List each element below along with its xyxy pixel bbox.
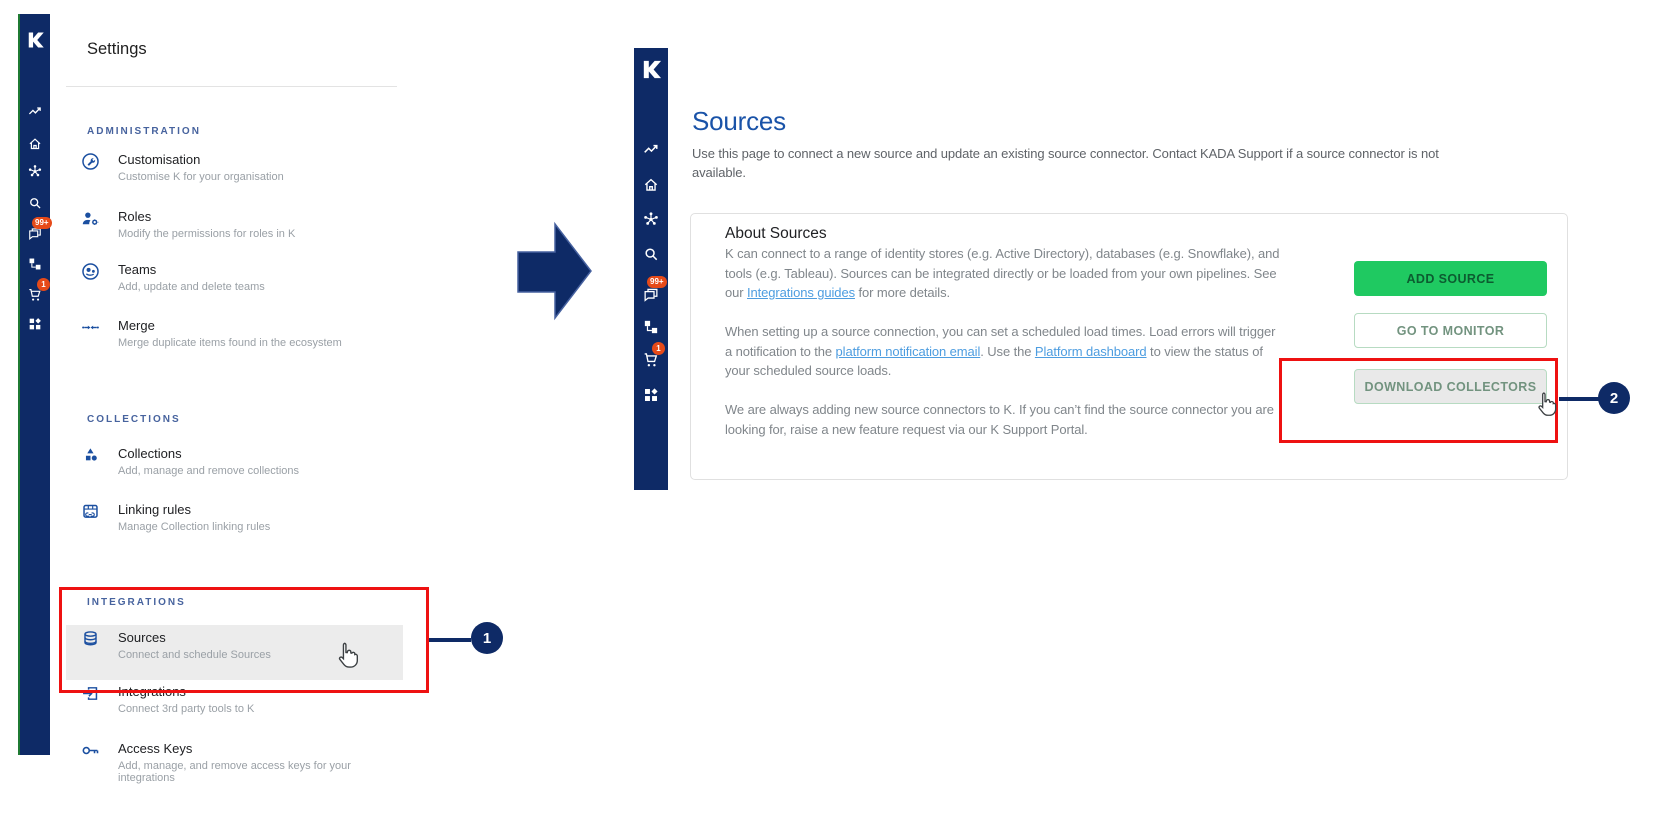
platform-notification-email-link[interactable]: platform notification email — [835, 343, 981, 359]
paragraph-text: to view the status of your scheduled source loads. — [725, 343, 1263, 378]
settings-item-roles[interactable] — [66, 208, 403, 252]
chat-badge: 99+ — [32, 217, 52, 229]
item-subtitle: Manage Collection linking rules — [118, 521, 271, 533]
settings-item-linking-rules[interactable] — [66, 501, 403, 545]
linked-box-icon — [80, 501, 102, 523]
wrench-circle-icon — [80, 151, 102, 173]
settings-page-title: Settings — [87, 40, 147, 58]
paragraph-text: K can connect to a range of identity stores (e.g. Active Directory), databases (e.g. Snowflake), and tools (e.g. Tableau). Sources can be integrated directly or be loaded from your own pipelines. See our — [725, 246, 1280, 300]
annotation-box-1 — [59, 587, 429, 693]
item-title: Access Keys — [118, 741, 193, 756]
annotation-line-1 — [429, 638, 471, 642]
item-title: Linking rules — [118, 502, 191, 517]
item-title: Integrations — [118, 684, 186, 699]
sources-page-title: Sources — [692, 106, 786, 136]
settings-item-merge[interactable] — [66, 317, 403, 361]
hierarchy-icon[interactable] — [27, 256, 43, 272]
section-label-integrations: INTEGRATIONS — [87, 597, 186, 608]
about-sources-heading: About Sources — [725, 225, 827, 242]
home-icon[interactable] — [27, 136, 43, 152]
platform-dashboard-link[interactable]: Platform dashboard — [1034, 343, 1147, 359]
annotation-box-2 — [1279, 358, 1558, 443]
item-subtitle: Add, update and delete teams — [118, 281, 265, 293]
person-gear-icon — [80, 208, 102, 230]
item-title: Customisation — [118, 152, 201, 167]
download-collectors-button[interactable]: DOWNLOAD COLLECTORS — [1354, 369, 1547, 404]
hierarchy-icon[interactable] — [642, 318, 660, 336]
right-sidebar — [634, 48, 668, 490]
key-icon — [80, 740, 102, 762]
item-subtitle: Merge duplicate items found in the ecosystem — [118, 337, 342, 349]
item-subtitle: Modify the permissions for roles in K — [118, 228, 296, 240]
people-circle-icon — [80, 261, 102, 283]
merge-arrows-icon — [80, 317, 102, 339]
settings-item-access-keys[interactable] — [66, 740, 403, 784]
cluster-icon[interactable] — [27, 163, 44, 180]
search-icon[interactable] — [27, 195, 43, 211]
hand-cursor-icon — [1532, 390, 1560, 418]
item-title: Merge — [118, 318, 155, 333]
item-subtitle: Add, manage and remove collections — [118, 465, 299, 477]
paragraph-text: When setting up a source connection, you can set a scheduled load times. Load errors will trigger a notification to the — [725, 324, 1276, 359]
trending-up-icon[interactable] — [27, 103, 43, 119]
about-paragraph-2 — [725, 322, 1285, 381]
trending-up-icon[interactable] — [642, 140, 660, 158]
item-subtitle: Connect and schedule Sources — [118, 649, 271, 661]
k-logo-icon — [25, 30, 45, 50]
annotation-line-2 — [1559, 397, 1599, 401]
apps-grid-icon[interactable] — [642, 386, 660, 404]
apps-grid-icon[interactable] — [27, 316, 43, 332]
about-paragraph-3: We are always adding new source connectors to K. If you can’t find the source connector you are looking for, raise a new feature request via our K Support Portal. — [725, 402, 1274, 437]
settings-item-teams[interactable] — [66, 261, 403, 305]
hand-cursor-icon — [332, 640, 362, 670]
k-logo-icon — [640, 58, 663, 81]
item-subtitle: Customise K for your organisation — [118, 171, 284, 183]
go-to-monitor-button[interactable]: GO TO MONITOR — [1354, 313, 1547, 348]
section-label-administration: ADMINISTRATION — [87, 126, 201, 137]
flow-arrow-icon — [512, 220, 594, 322]
home-icon[interactable] — [642, 176, 660, 194]
left-sidebar — [18, 14, 50, 755]
paragraph-text: for more details. — [854, 285, 950, 300]
step-badge-2: 2 — [1598, 382, 1630, 414]
chat-badge: 99+ — [647, 276, 667, 288]
settings-item-collections[interactable] — [66, 445, 403, 489]
item-title: Roles — [118, 209, 152, 224]
sources-page-description: Use this page to connect a new source and update an existing source connector. Contact KADA Support if a source connector is not available. — [692, 146, 1439, 180]
cart-badge: 1 — [37, 278, 50, 291]
add-source-button[interactable]: ADD SOURCE — [1354, 261, 1547, 296]
section-label-collections: COLLECTIONS — [87, 414, 181, 425]
step-badge-1: 1 — [471, 622, 503, 654]
search-icon[interactable] — [642, 245, 660, 263]
item-title: Sources — [118, 630, 166, 645]
item-title: Collections — [118, 446, 182, 461]
item-subtitle: Connect 3rd party tools to K — [118, 703, 255, 715]
item-title: Teams — [118, 262, 157, 277]
settings-item-customisation[interactable] — [66, 151, 403, 195]
cluster-icon[interactable] — [642, 210, 661, 229]
cart-badge: 1 — [652, 342, 665, 355]
item-subtitle: Add, manage, and remove access keys for your integrations — [118, 760, 351, 784]
shapes-icon — [80, 445, 102, 467]
title-divider — [66, 86, 397, 87]
integrations-guides-link[interactable]: Integrations guides — [747, 285, 855, 300]
about-paragraph-1 — [725, 244, 1285, 303]
paragraph-text: . Use the — [980, 343, 1035, 359]
